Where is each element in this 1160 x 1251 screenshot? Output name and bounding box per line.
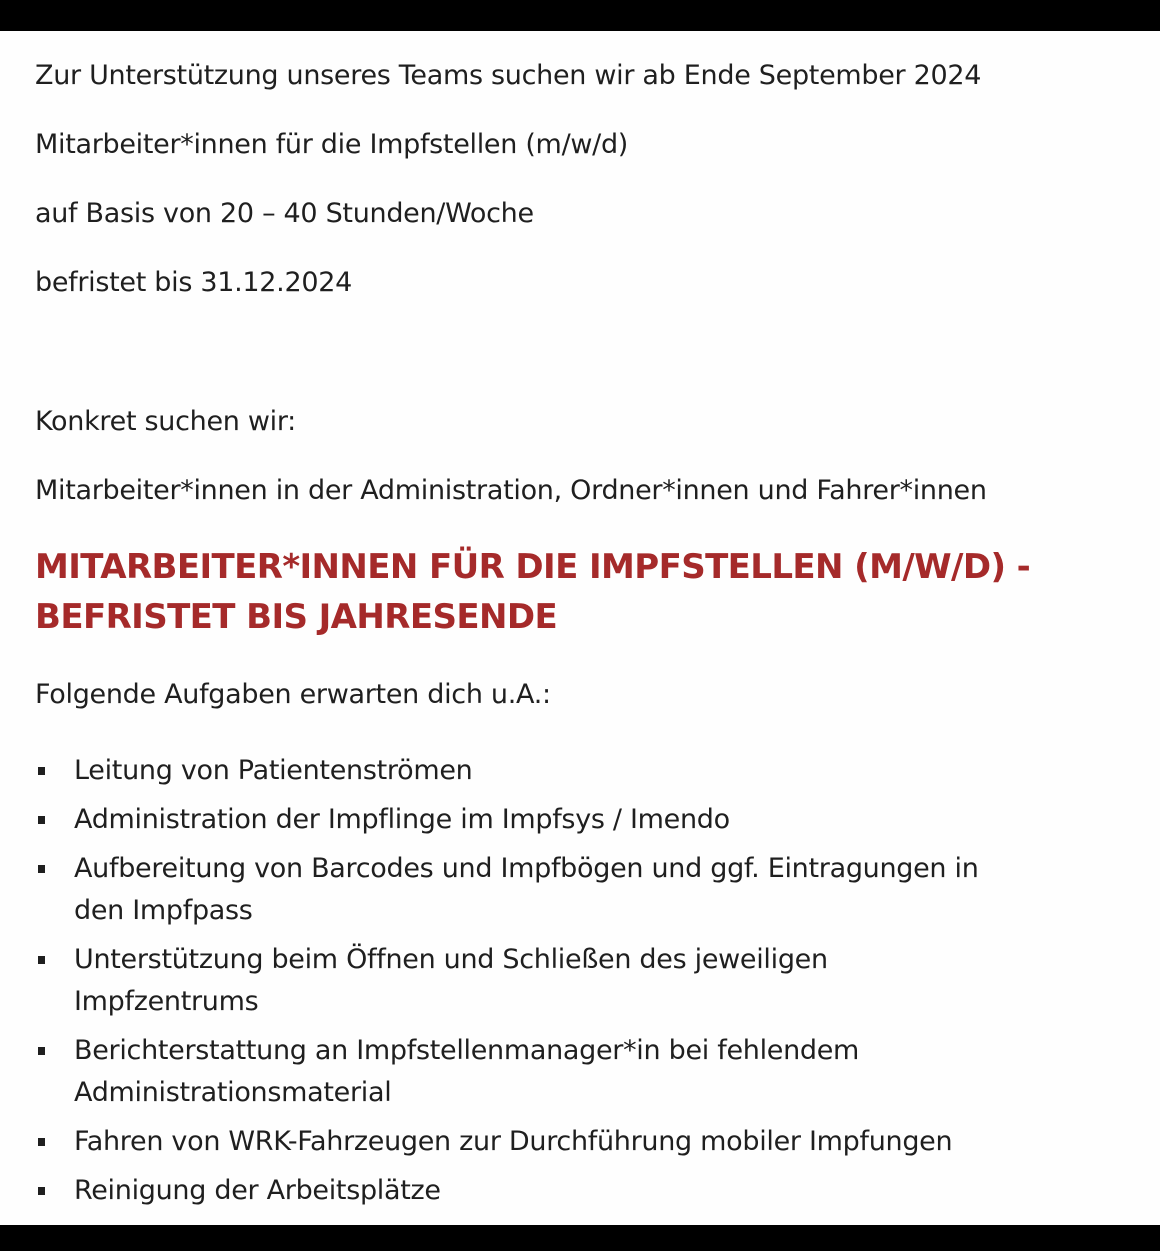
concrete-label: Konkret suchen wir: [35,406,296,437]
intro-line-4: befristet bis 31.12.2024 [35,267,352,298]
bullet-icon [38,1138,45,1146]
list-item [0,1030,1160,1114]
list-item [0,848,1160,932]
task-text: Administration der Impflinge im Impfsys / Imendo [74,804,730,835]
task-text: Fahren von WRK-Fahrzeugen zur Durchführung mobiler Impfungen [74,1126,953,1157]
bullet-icon [38,865,45,873]
task-text: Aufbereitung von Barcodes und Impfbögen und ggf. Eintragungen in den Impfpass [74,853,979,926]
tasks-intro: Folgende Aufgaben erwarten dich u.A.: [35,679,551,710]
task-text: Reinigung der Arbeitsplätze [74,1175,441,1206]
bullet-icon [38,956,45,964]
intro-line-3: auf Basis von 20 – 40 Stunden/Woche [35,198,534,229]
bullet-icon [38,816,45,824]
list-item [0,799,1160,841]
list-item [0,939,1160,1023]
bullet-icon [38,1047,45,1055]
list-item [0,1121,1160,1163]
job-title-heading [35,542,1030,642]
bullet-icon [38,767,45,775]
task-text: Leitung von Patientenströmen [74,755,473,786]
bullet-icon [38,1187,45,1195]
heading-line-2: BEFRISTET BIS JAHRESENDE [35,597,558,637]
concrete-roles: Mitarbeiter*innen in der Administration, Ordner*innen und Fahrer*innen [35,475,987,506]
intro-line-1: Zur Unterstützung unseres Teams suchen wir ab Ende September 2024 [35,60,982,91]
job-posting-document [0,31,1160,1225]
intro-line-2: Mitarbeiter*innen für die Impfstellen (m/w/d) [35,129,629,160]
list-item [0,750,1160,792]
task-list [0,750,1160,1219]
task-text: Berichterstattung an Impfstellenmanager*in bei fehlendem Administrationsmaterial [74,1035,860,1108]
heading-line-1: MITARBEITER*INNEN FÜR DIE IMPFSTELLEN (M/W/D) - [35,547,1031,587]
list-item [0,1170,1160,1212]
task-text: Unterstützung beim Öffnen und Schließen des jeweiligen Impfzentrums [74,944,828,1017]
